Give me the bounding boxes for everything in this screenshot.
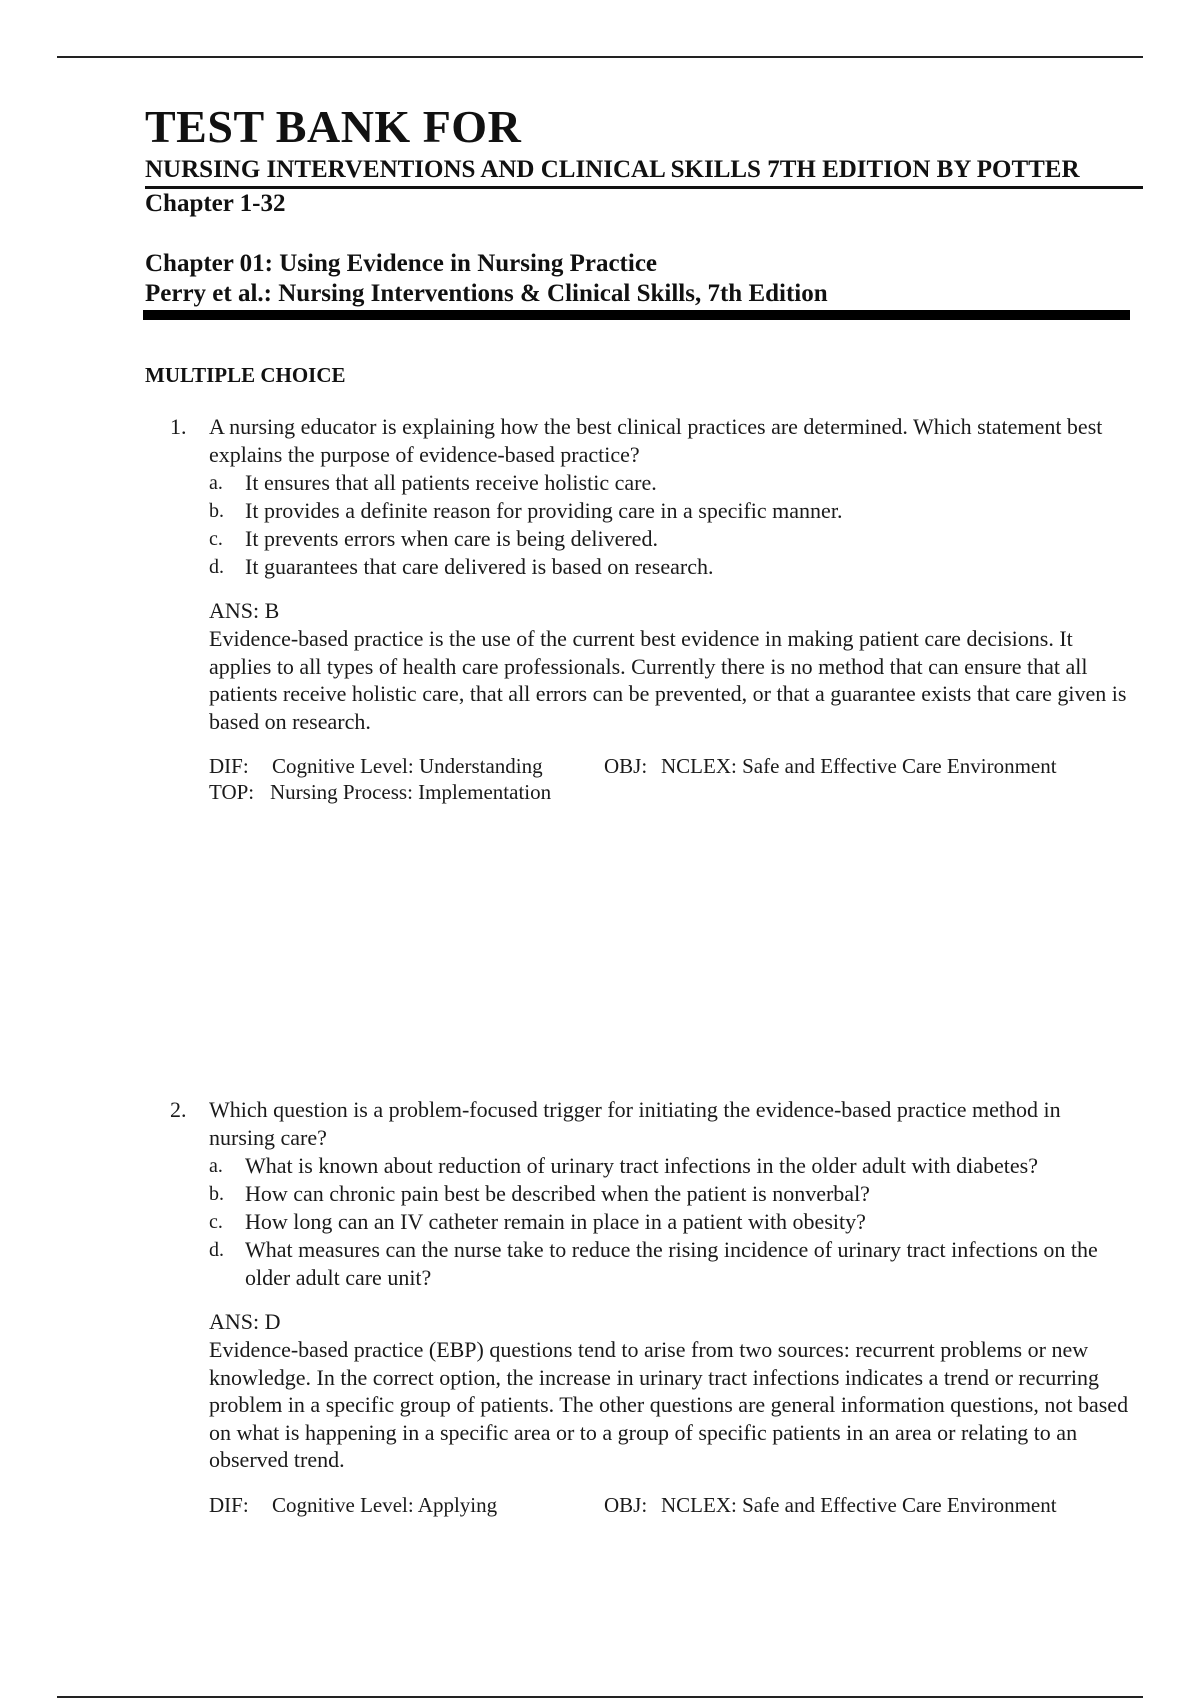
option-text: How long can an IV catheter remain in place in a patient with obesity?	[245, 1209, 866, 1234]
answer-key: ANS: D	[209, 1309, 281, 1334]
option-letter: a.	[209, 472, 223, 494]
option-text: How can chronic pain best be described when the patient is nonverbal?	[245, 1181, 870, 1206]
chapter-title: Chapter 01: Using Evidence in Nursing Practice	[145, 250, 658, 277]
option-d	[209, 553, 1130, 581]
chapter-range: Chapter 1-32	[145, 190, 286, 217]
obj-label: OBJ:	[604, 754, 648, 778]
option-letter: b.	[209, 500, 224, 522]
obj-value: NCLEX: Safe and Effective Care Environment	[661, 754, 1057, 778]
chapter-divider	[143, 310, 1130, 320]
rationale: Evidence-based practice (EBP) questions tend to arise from two sources: recurrent problems or new knowledge. In the correct option, the increase in urinary tract infections indicates a trend or recurring problem in a specific group of patients. The other questions are general information questions, not based on what is happening in a specific area or to a group of specific patients in an area or relating to an observed trend.	[209, 1337, 1129, 1472]
option-text: It prevents errors when care is being delivered.	[245, 526, 658, 551]
option-letter: c.	[209, 528, 223, 550]
option-d	[209, 1236, 1130, 1292]
question-metadata	[209, 1492, 1130, 1518]
option-letter: b.	[209, 1183, 224, 1205]
option-b	[209, 1180, 1130, 1208]
option-text: It ensures that all patients receive holistic care.	[245, 470, 657, 495]
dif-value: Cognitive Level: Applying	[272, 1492, 498, 1517]
bottom-rule	[57, 1696, 1143, 1698]
option-c	[209, 525, 1130, 553]
answer-options	[209, 1152, 1130, 1292]
option-letter: d.	[209, 556, 224, 578]
option-c	[209, 1208, 1130, 1236]
question-2	[170, 1096, 1130, 1518]
obj-label: OBJ:	[604, 1492, 648, 1517]
top-rule	[57, 56, 1143, 58]
question-stem: A nursing educator is explaining how the best clinical practices are determined. Which statement best explains the purpose of evidence-based practice?	[209, 414, 1103, 467]
option-a	[209, 469, 1130, 497]
question-metadata	[209, 753, 1130, 805]
option-text: What measures can the nurse take to reduce the rising incidence of urinary tract infections on the older adult care unit?	[245, 1237, 1098, 1290]
option-text: It provides a definite reason for providing care in a specific manner.	[245, 498, 843, 523]
book-reference: Perry et al.: Nursing Interventions & Clinical Skills, 7th Edition	[145, 280, 828, 307]
section-heading: MULTIPLE CHOICE	[145, 363, 346, 387]
top-label: TOP:	[209, 780, 255, 804]
answer-key: ANS: B	[209, 598, 280, 623]
book-subtitle: NURSING INTERVENTIONS AND CLINICAL SKILLS 7TH EDITION BY POTTER	[145, 156, 1080, 183]
question-number: 1.	[170, 414, 187, 439]
question-stem: Which question is a problem-focused trigger for initiating the evidence-based practice method in nursing care?	[209, 1097, 1061, 1150]
option-b	[209, 497, 1130, 525]
option-letter: a.	[209, 1155, 223, 1177]
option-text: It guarantees that care delivered is based on research.	[245, 554, 714, 579]
option-letter: d.	[209, 1239, 224, 1261]
option-text: What is known about reduction of urinary tract infections in the older adult with diabetes?	[245, 1153, 1038, 1178]
option-a	[209, 1152, 1130, 1180]
dif-value: Cognitive Level: Understanding	[272, 754, 543, 778]
question-number: 2.	[170, 1097, 187, 1122]
top-value: Nursing Process: Implementation	[270, 780, 552, 804]
page-title: TEST BANK FOR	[145, 101, 522, 152]
dif-label: DIF:	[209, 1492, 249, 1517]
answer-options	[209, 469, 1130, 581]
subtitle-rule	[145, 186, 1143, 189]
question-1	[170, 413, 1130, 805]
rationale: Evidence-based practice is the use of the current best evidence in making patient care decisions. It applies to all types of health care professionals. Currently there is no method that can ensure that all patients receive holistic care, that all errors can be prevented, or that a guarantee exists that care given is based on research.	[209, 626, 1127, 734]
obj-value: NCLEX: Safe and Effective Care Environment	[661, 1492, 1057, 1517]
dif-label: DIF:	[209, 754, 249, 778]
option-letter: c.	[209, 1211, 223, 1233]
